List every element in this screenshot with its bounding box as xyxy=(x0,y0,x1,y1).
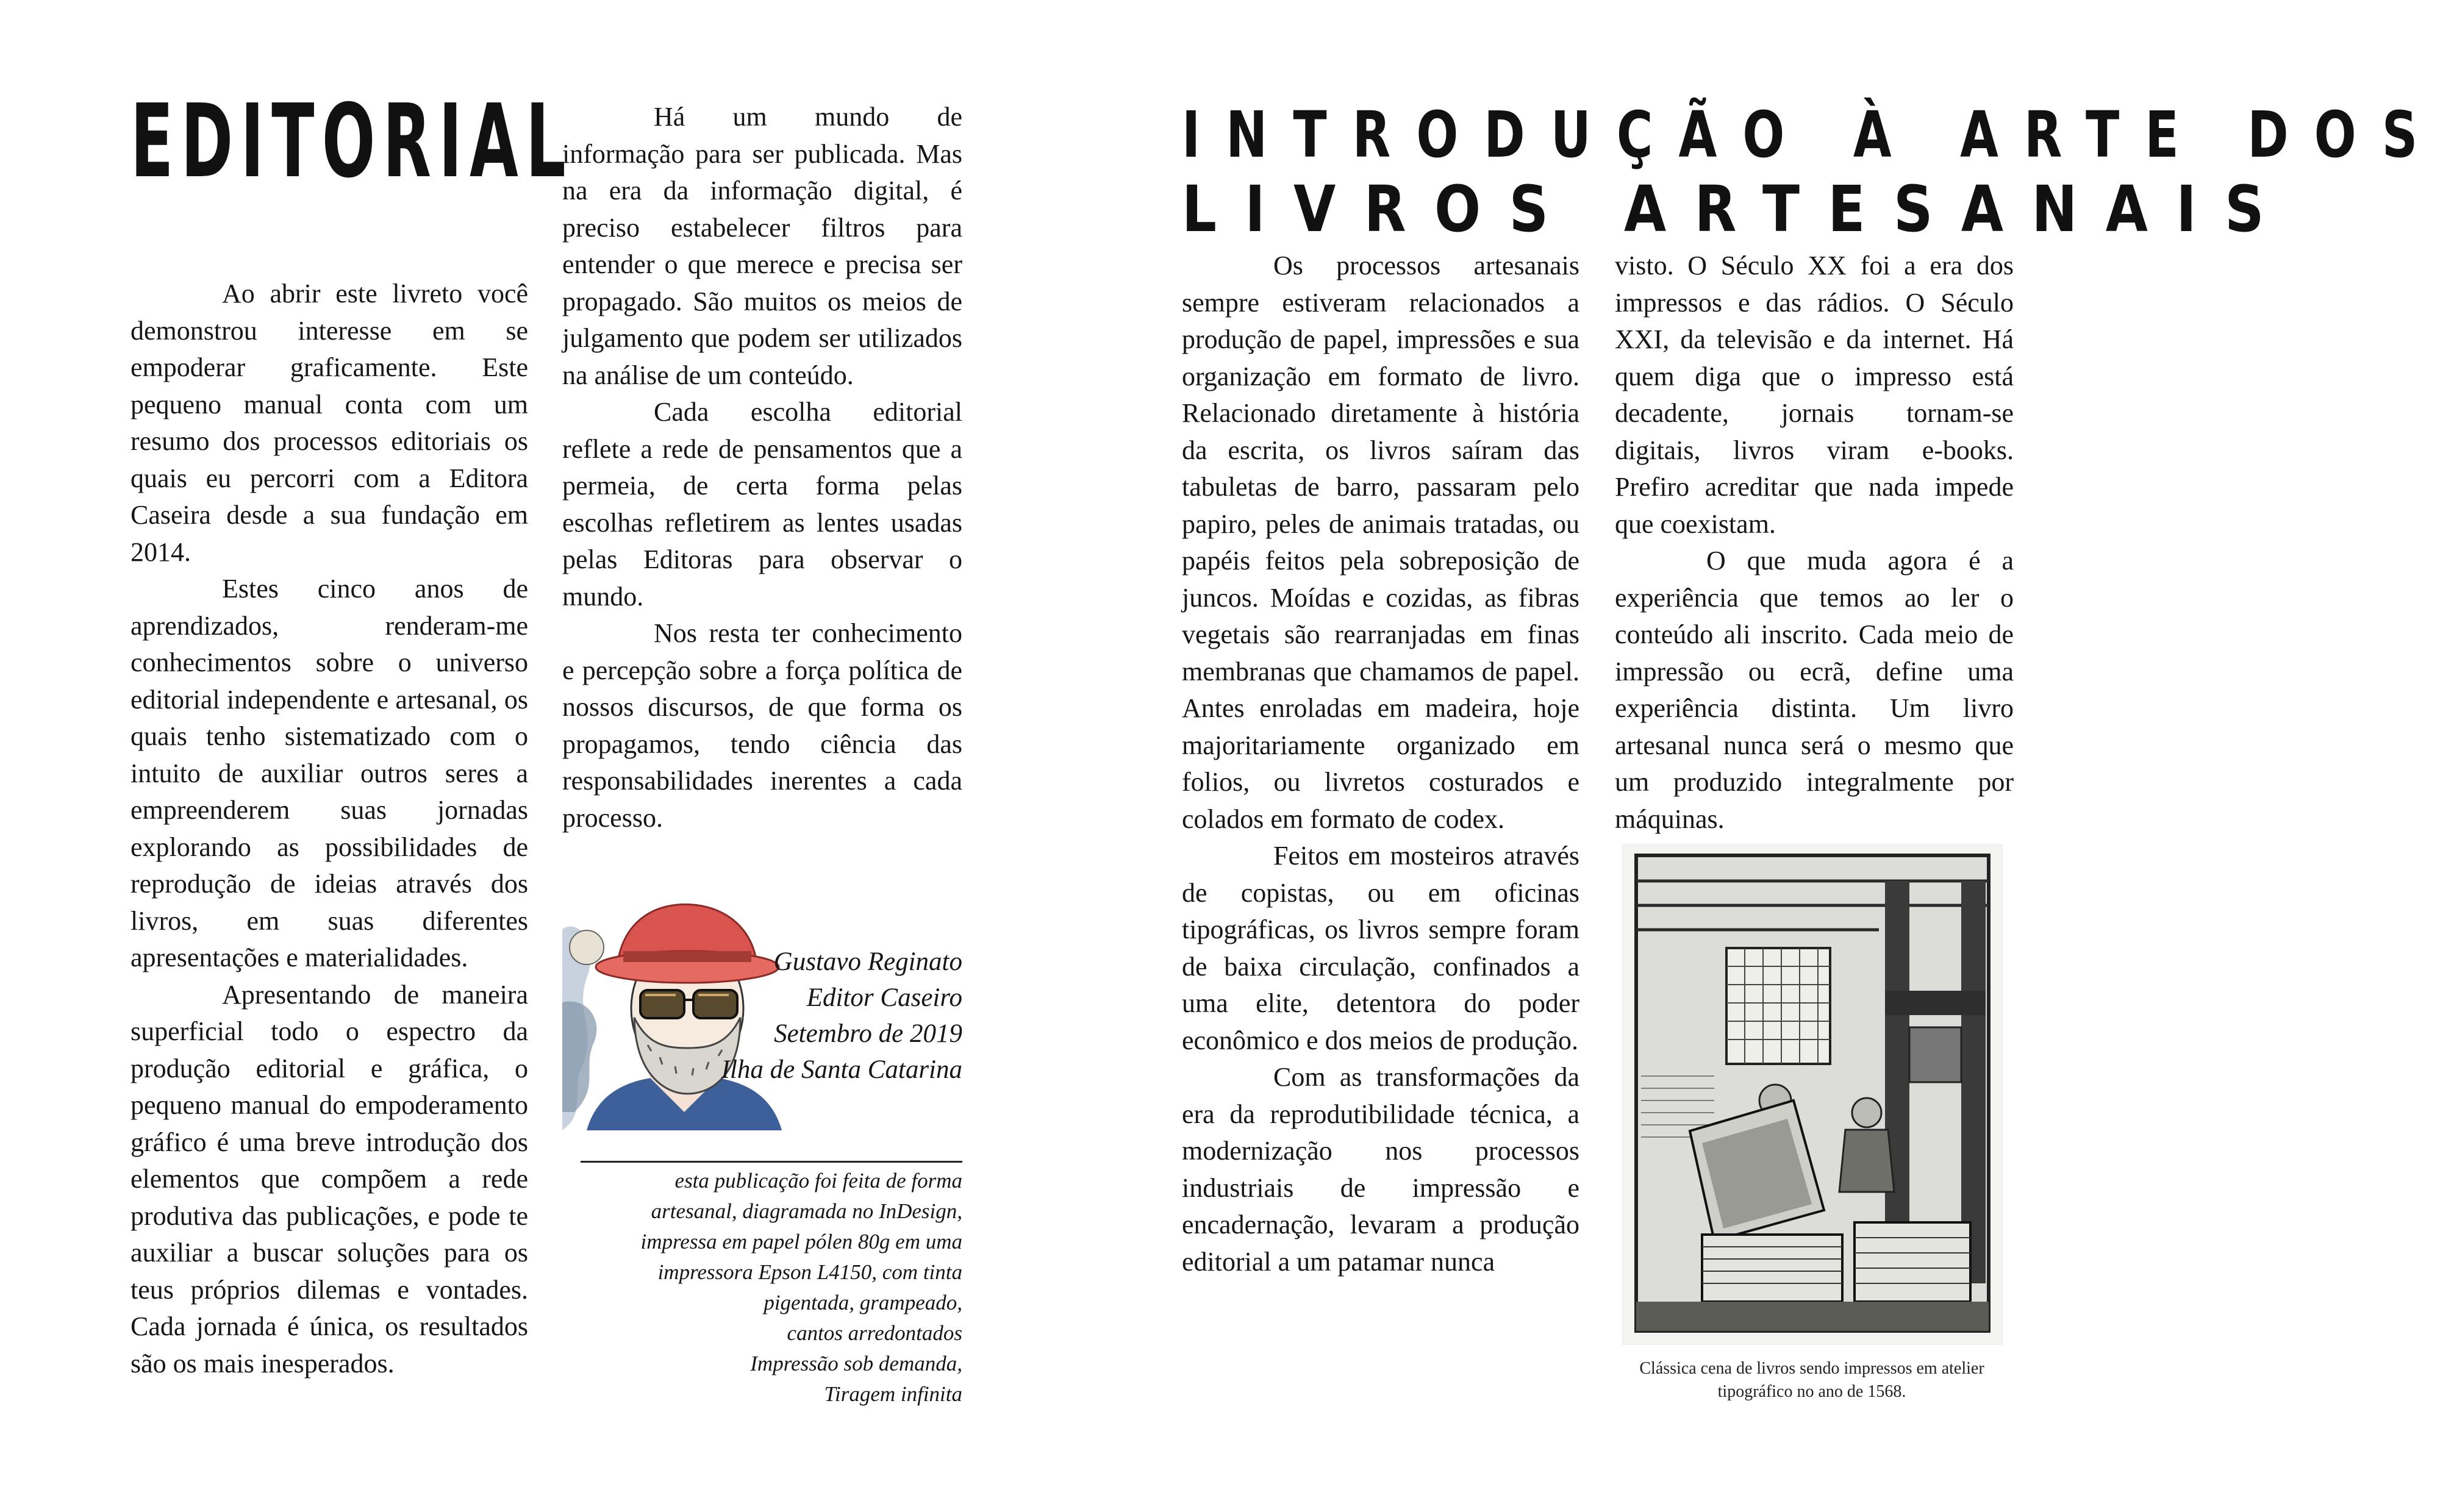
colophon-divider xyxy=(581,1161,962,1163)
colophon-line: pigentada, grampeado, xyxy=(764,1291,962,1314)
intro-column-1 xyxy=(1182,248,1579,1280)
colophon-line: cantos arredontados xyxy=(787,1321,962,1345)
editorial-signature xyxy=(671,944,962,1088)
printing-press-woodcut-illustration xyxy=(1622,844,2003,1345)
woodcut-caption: Clássica cena de livros sendo impressos em atelier tipográfico no ano de 1568. xyxy=(1639,1359,1984,1401)
intro-column-2 xyxy=(1615,248,2014,838)
colophon-line: artesanal, diagramada no InDesign, xyxy=(651,1199,962,1223)
intro-paragraph-1: Os processos artesanais sempre estiveram relacionados a produção de papel, impressões e sua organização em formato de livro. Relacionado diretamente à história da escrita, os livros saíram das tabuletas de barro, passaram pelo papiro, peles de animais tratadas, ou papéis feitos pela sobreposição de juncos. Moídas e cozidas, as fibras vegetais são rearranjadas em finas membranas que chamamos de papel. Antes enroladas em madeira, hoje majoritariamente organizado em folios, ou livretos costurados e colados em formato de codex. xyxy=(1182,251,1579,834)
colophon-line: esta publicação foi feita de forma xyxy=(674,1169,962,1193)
editorial-paragraph-6: Nos resta ter conhecimento e percepção sobre a força política de nossos discursos, de que forma os propagamos, tendo ciência das responsabilidades inerentes a cada processo. xyxy=(562,618,962,833)
intro-paragraph-5: O que muda agora é a experiência que temos ao ler o conteúdo ali inscrito. Cada meio de impressão ou ecrã, define uma experiência distinta. Um livro artesanal nunca será o mesmo que um produzido integralmente por máquinas. xyxy=(1615,546,2014,834)
colophon-line: impressora Epson L4150, com tinta xyxy=(657,1260,962,1284)
editorial-paragraph-2: Estes cinco anos de aprendizados, renderam-me conhecimentos sobre o universo editorial independente e artesanal, os quais tenho sistematizado com o intuito de auxiliar outros seres a empreenderem suas jornadas explorando as possibilidades de reprodução de ideias através dos livros, em suas diferentes apresentações e materialidades. xyxy=(131,574,528,972)
signature-role: Editor Caseiro xyxy=(806,983,962,1012)
signature-name: Gustavo Reginato xyxy=(773,947,962,976)
editorial-paragraph-3: Apresentando de maneira superficial todo o espectro da produção editorial e gráfica, o pequeno manual do empoderamento gráfico é uma breve introdução dos elementos que compõem a rede produtiva das publicações, e pode te auxiliar a buscar soluções para os teus próprios dilemas e vontades. Cada jornada é única, os resultados são os mais inesperados. xyxy=(131,979,528,1378)
colophon-line: Impressão sob demanda, xyxy=(750,1352,962,1375)
editorial-paragraph-4: Há um mundo de informação para ser publicada. Mas na era da informação digital, é preciso estabelecer filtros para entender o que merece e precisa ser propagado. São muitos os meios de julgamento que podem ser utilizados na análise de um conteúdo. xyxy=(562,102,962,390)
colophon-line: impressa em papel pólen 80g em uma xyxy=(640,1230,962,1253)
colophon xyxy=(561,1166,962,1410)
editorial-paragraph-5: Cada escolha editorial reflete a rede de pensamentos que a permeia, de certa forma pelas escolhas refletirem as lentes usadas pelas Editoras para observar o mundo. xyxy=(562,397,962,612)
editorial-column-1 xyxy=(131,276,528,1382)
intro-paragraph-2: Feitos em mosteiros através de copistas, ou em oficinas tipográficas, os livros sempre foram de baixa circulação, confinados a uma elite, detentora do poder econômico e dos meios de produção. xyxy=(1182,841,1579,1055)
colophon-line: Tiragem infinita xyxy=(824,1382,962,1406)
intro-paragraph-3: Com as transformações da era da reprodutibilidade técnica, a modernização nos processos industriais de impressão e encadernação, levaram a produção editorial a um patamar nunca xyxy=(1182,1062,1579,1277)
intro-title-line-2: LIVROS ARTESANAIS xyxy=(1182,172,2293,246)
signature-place: Ilha de Santa Catarina xyxy=(721,1055,962,1084)
editorial-column-2 xyxy=(562,99,962,836)
intro-paragraph-4: visto. O Século XX foi a era dos impressos e das rádios. O Século XXI, da televisão e da internet. Há quem diga que o impresso está decadente, jornais tornam-se digitais, livros viram e-books. Prefiro acreditar que nada impede que coexistam. xyxy=(1615,251,2014,539)
signature-date: Setembro de 2019 xyxy=(774,1019,962,1048)
intro-title-line-1: INTRODUÇÃO À ARTE DOS xyxy=(1182,98,2443,172)
intro-title xyxy=(1182,98,2443,246)
editorial-paragraph-1: Ao abrir este livreto você demonstrou interesse em se empoderar graficamente. Este pequeno manual conta com um resumo dos processos editoriais os quais eu percorri com a Editora Caseira desde a sua fundação em 2014. xyxy=(131,279,528,567)
editorial-title: EDITORIAL xyxy=(131,83,574,201)
